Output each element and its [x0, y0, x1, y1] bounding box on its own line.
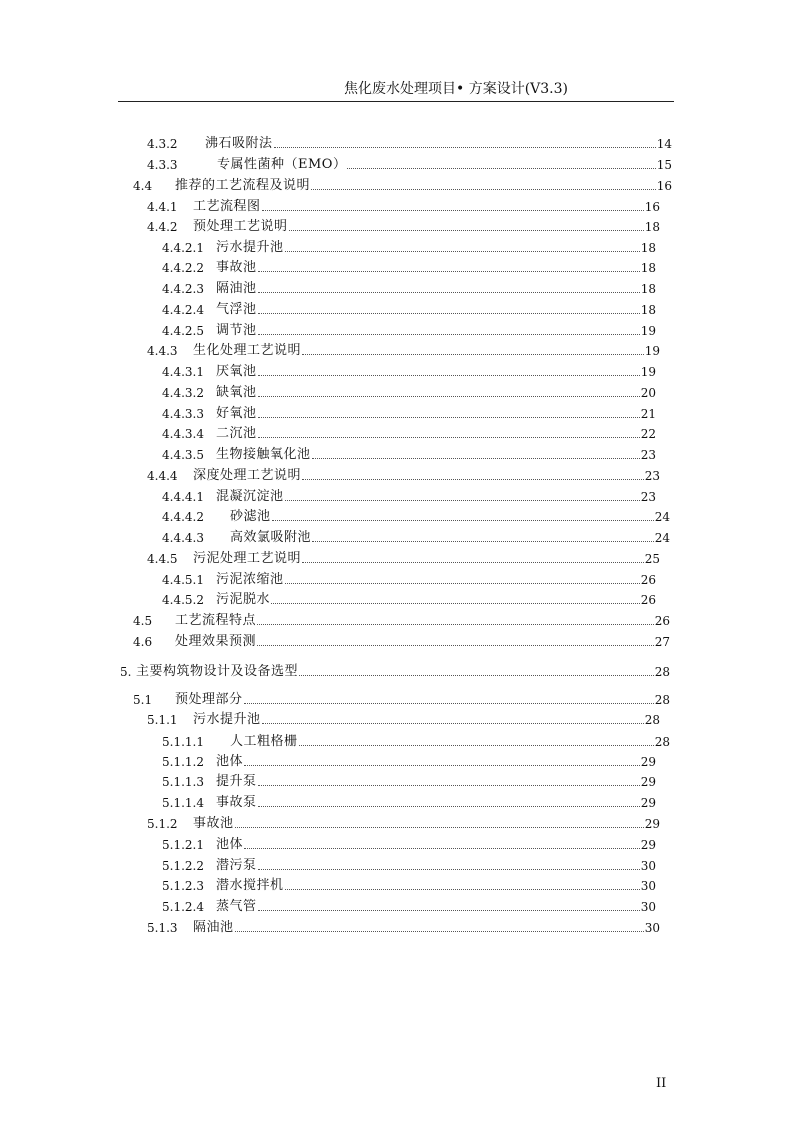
toc-entry-title: 预处理部分	[175, 692, 243, 707]
toc-entry-number: 4.4.2.4	[162, 303, 204, 317]
toc-entry-title: 缺氧池	[216, 385, 257, 400]
toc-entry-page: 18	[640, 241, 656, 255]
toc-entry-title: 调节池	[216, 323, 257, 338]
toc-entry-title: 工艺流程特点	[175, 613, 257, 628]
toc-entry-number: 4.4.5.2	[162, 593, 204, 607]
toc-entry[interactable]	[162, 322, 656, 340]
toc-entry-page: 24	[654, 510, 670, 524]
toc-entry-title: 厌氧池	[216, 364, 257, 379]
dot-leader	[312, 541, 654, 542]
dot-leader	[257, 645, 654, 646]
toc-entry[interactable]	[162, 280, 656, 298]
toc-entry[interactable]	[162, 508, 670, 526]
toc-entry-number: 4.4.4.1	[162, 490, 204, 504]
dot-leader	[285, 500, 640, 501]
toc-entry-title: 池体	[216, 754, 244, 769]
toc-entry-number: 5.1.2.3	[162, 879, 204, 893]
toc-entry-page: 27	[654, 635, 670, 649]
toc-entry-page: 24	[654, 531, 670, 545]
dot-leader	[302, 354, 644, 355]
toc-entry-number: 5.1.2.2	[162, 859, 204, 873]
toc-entry-number: 4.4.3.2	[162, 386, 204, 400]
toc-entry-page: 29	[640, 796, 656, 810]
toc-entry-title: 污泥处理工艺说明	[193, 551, 302, 566]
toc-entry-title: 污泥浓缩池	[216, 572, 284, 587]
toc-entry-title: 潜污泵	[216, 858, 257, 873]
toc-entry-number: 4.4.3	[147, 344, 178, 358]
toc-entry[interactable]	[162, 446, 656, 464]
toc-entry[interactable]	[147, 198, 660, 216]
toc-entry[interactable]	[162, 591, 656, 609]
dot-leader	[258, 292, 640, 293]
toc-entry-page: 18	[644, 220, 660, 234]
toc-entry-page: 23	[640, 490, 656, 504]
toc-entry-page: 30	[640, 900, 656, 914]
toc-entry-number: 5.1.1.1	[162, 735, 204, 749]
dot-leader	[299, 675, 654, 676]
toc-entry-title: 事故池	[193, 816, 234, 831]
dot-leader	[258, 785, 640, 786]
toc-entry-title: 人工粗格栅	[230, 734, 298, 749]
toc-entry[interactable]	[147, 711, 660, 729]
dot-leader	[262, 210, 644, 211]
dot-leader	[271, 603, 640, 604]
toc-entry-page: 29	[644, 817, 660, 831]
toc-entry-page: 25	[644, 552, 660, 566]
dot-leader	[272, 520, 654, 521]
toc-entry-page: 19	[640, 324, 656, 338]
toc-entry-number: 5.1.1.2	[162, 755, 204, 769]
toc-entry-title: 好氧池	[216, 406, 257, 421]
toc-entry-title: 高效氯吸附池	[230, 530, 312, 545]
page-header-title: 焦化废水处理项目• 方案设计(V3.3)	[344, 81, 569, 97]
toc-entry-number: 5.1.2.1	[162, 838, 204, 852]
toc-entry[interactable]	[162, 425, 656, 443]
toc-entry-number: 4.6	[133, 635, 153, 649]
toc-entry-number: 4.3.3	[147, 158, 178, 172]
toc-entry-title: 混凝沉淀池	[216, 489, 284, 504]
toc-entry-title: 池体	[216, 837, 244, 852]
toc-entry-page: 23	[640, 448, 656, 462]
toc-entry-title: 潜水搅拌机	[216, 878, 284, 893]
toc-entry-title: 工艺流程图	[193, 199, 261, 214]
toc-entry-number: 4.4.5.1	[162, 573, 204, 587]
toc-entry-page: 23	[644, 469, 660, 483]
dot-leader	[235, 827, 644, 828]
toc-entry[interactable]	[162, 794, 656, 812]
toc-entry-title: 二沉池	[216, 426, 257, 441]
toc-entry-number: 4.4.2.2	[162, 261, 204, 275]
toc-entry-page: 26	[654, 614, 670, 628]
dot-leader	[258, 271, 640, 272]
dot-leader	[258, 396, 640, 397]
toc-entry-number: 4.4	[133, 179, 153, 193]
dot-leader	[285, 889, 640, 890]
dot-leader	[312, 458, 640, 459]
toc-entry-page: 14	[656, 137, 672, 151]
toc-entry-page: 26	[640, 573, 656, 587]
toc-entry-number: 4.4.3.5	[162, 448, 204, 462]
toc-entry[interactable]	[147, 815, 660, 833]
toc-entry-page: 18	[640, 282, 656, 296]
toc-entry[interactable]	[162, 753, 656, 771]
toc-entry-page: 28	[644, 713, 660, 727]
toc-entry[interactable]	[147, 342, 660, 360]
dot-leader	[258, 910, 640, 911]
toc-entry-page: 22	[640, 427, 656, 441]
toc-entry-page: 28	[654, 665, 670, 679]
toc-entry-title: 沸石吸附法	[205, 136, 273, 151]
toc-entry-number: 4.4.1	[147, 200, 178, 214]
dot-leader	[258, 375, 640, 376]
toc-entry-page: 29	[640, 755, 656, 769]
toc-entry-number: 5.1.2	[147, 817, 178, 831]
toc-entry[interactable]	[162, 239, 656, 257]
toc-entry[interactable]	[147, 135, 672, 153]
toc-entry-title: 蒸气管	[216, 899, 257, 914]
toc-entry[interactable]	[162, 571, 656, 589]
dot-leader	[274, 147, 656, 148]
toc-entry[interactable]	[162, 488, 656, 506]
toc-entry[interactable]	[133, 177, 672, 195]
toc-entry-title: 处理效果预测	[175, 634, 257, 649]
toc-entry[interactable]	[133, 612, 670, 630]
toc-entry[interactable]	[147, 550, 660, 568]
toc-entry-page: 30	[640, 879, 656, 893]
dot-leader	[244, 703, 654, 704]
toc-entry-number: 5.	[120, 665, 132, 679]
toc-entry-page: 16	[644, 200, 660, 214]
toc-entry-page: 16	[656, 179, 672, 193]
toc-entry-number: 4.4.5	[147, 552, 178, 566]
toc-entry-page: 19	[644, 344, 660, 358]
dot-leader	[311, 189, 656, 190]
toc-entry-page: 21	[640, 407, 656, 421]
toc-entry[interactable]	[133, 633, 670, 651]
dot-leader	[258, 313, 640, 314]
toc-entry-number: 4.4.3.1	[162, 365, 204, 379]
toc-entry[interactable]	[162, 259, 656, 277]
toc-entry[interactable]	[162, 384, 656, 402]
toc-entry[interactable]	[162, 898, 656, 916]
toc-entry-number: 4.5	[133, 614, 153, 628]
toc-entry[interactable]	[162, 836, 656, 854]
toc-entry[interactable]	[162, 877, 656, 895]
dot-leader	[257, 624, 654, 625]
toc-entry-title: 主要构筑物设计及设备选型	[136, 664, 299, 679]
toc-entry[interactable]	[162, 733, 670, 751]
dot-leader	[299, 745, 654, 746]
dot-leader	[244, 765, 640, 766]
toc-entry[interactable]	[162, 363, 656, 381]
toc-entry[interactable]	[162, 405, 656, 423]
dot-leader	[235, 931, 644, 932]
toc-entry-number: 4.3.2	[147, 137, 178, 151]
toc-entry-number: 4.4.3.4	[162, 427, 204, 441]
toc-entry-title: 专属性菌种（EMO）	[217, 157, 347, 172]
dot-leader	[258, 334, 640, 335]
dot-leader	[302, 562, 644, 563]
dot-leader	[258, 417, 640, 418]
dot-leader	[262, 723, 644, 724]
toc-entry[interactable]	[162, 857, 656, 875]
toc-entry-number: 4.4.3.3	[162, 407, 204, 421]
toc-entry-title: 隔油池	[216, 281, 257, 296]
toc-entry-number: 4.4.2.5	[162, 324, 204, 338]
toc-entry-title: 生化处理工艺说明	[193, 343, 302, 358]
toc-entry-title: 气浮池	[216, 302, 257, 317]
toc-entry[interactable]	[147, 156, 672, 174]
toc-entry-title: 事故泵	[216, 795, 257, 810]
toc-entry-number: 5.1.1.4	[162, 796, 204, 810]
dot-leader	[258, 869, 640, 870]
toc-entry-number: 5.1.1.3	[162, 775, 204, 789]
dot-leader	[289, 230, 644, 231]
dot-leader	[258, 437, 640, 438]
dot-leader	[347, 168, 655, 169]
toc-entry[interactable]	[147, 218, 660, 236]
dot-leader	[258, 806, 640, 807]
toc-entry-number: 5.1	[133, 693, 153, 707]
toc-entry-page: 29	[640, 775, 656, 789]
toc-entry-title: 推荐的工艺流程及说明	[175, 178, 311, 193]
toc-entry-page: 18	[640, 303, 656, 317]
toc-entry-page: 20	[640, 386, 656, 400]
toc-entry-title: 污水提升池	[193, 712, 261, 727]
toc-entry-number: 5.1.3	[147, 921, 178, 935]
toc-entry[interactable]	[162, 529, 670, 547]
toc-entry[interactable]	[162, 773, 656, 791]
toc-entry-number: 5.1.1	[147, 713, 178, 727]
dot-leader	[244, 848, 640, 849]
toc-entry[interactable]	[147, 919, 660, 937]
toc-entry-title: 预处理工艺说明	[193, 219, 288, 234]
toc-entry-page: 28	[654, 735, 670, 749]
toc-entry-number: 4.4.4	[147, 469, 178, 483]
toc-entry-number: 4.4.2	[147, 220, 178, 234]
toc-entry-number: 4.4.2.3	[162, 282, 204, 296]
toc-entry-page: 30	[644, 921, 660, 935]
dot-leader	[285, 583, 640, 584]
toc-entry-title: 事故池	[216, 260, 257, 275]
toc-entry-page: 18	[640, 261, 656, 275]
toc-entry-number: 5.1.2.4	[162, 900, 204, 914]
toc-entry-title: 污泥脱水	[216, 592, 271, 607]
toc-entry-page: 28	[654, 693, 670, 707]
toc-entry-title: 污水提升池	[216, 240, 284, 255]
toc-entry[interactable]	[147, 467, 660, 485]
toc-entry-title: 生物接触氧化池	[216, 447, 311, 462]
toc-entry-number: 4.4.4.2	[162, 510, 204, 524]
toc-entry-page: 26	[640, 593, 656, 607]
footer-page-number: II	[656, 1076, 667, 1091]
toc-entry[interactable]	[162, 301, 656, 319]
toc-entry[interactable]	[120, 663, 670, 681]
toc-entry-page: 19	[640, 365, 656, 379]
dot-leader	[302, 479, 644, 480]
toc-entry-title: 深度处理工艺说明	[193, 468, 302, 483]
toc-entry[interactable]	[133, 691, 670, 709]
dot-leader	[285, 251, 640, 252]
toc-entry-page: 15	[656, 158, 672, 172]
toc-entry-number: 4.4.4.3	[162, 531, 204, 545]
toc-entry-title: 提升泵	[216, 774, 257, 789]
toc-entry-number: 4.4.2.1	[162, 241, 204, 255]
toc-entry-title: 砂滤池	[230, 509, 271, 524]
toc-entry-title: 隔油池	[193, 920, 234, 935]
toc-entry-page: 30	[640, 859, 656, 873]
toc-entry-page: 29	[640, 838, 656, 852]
